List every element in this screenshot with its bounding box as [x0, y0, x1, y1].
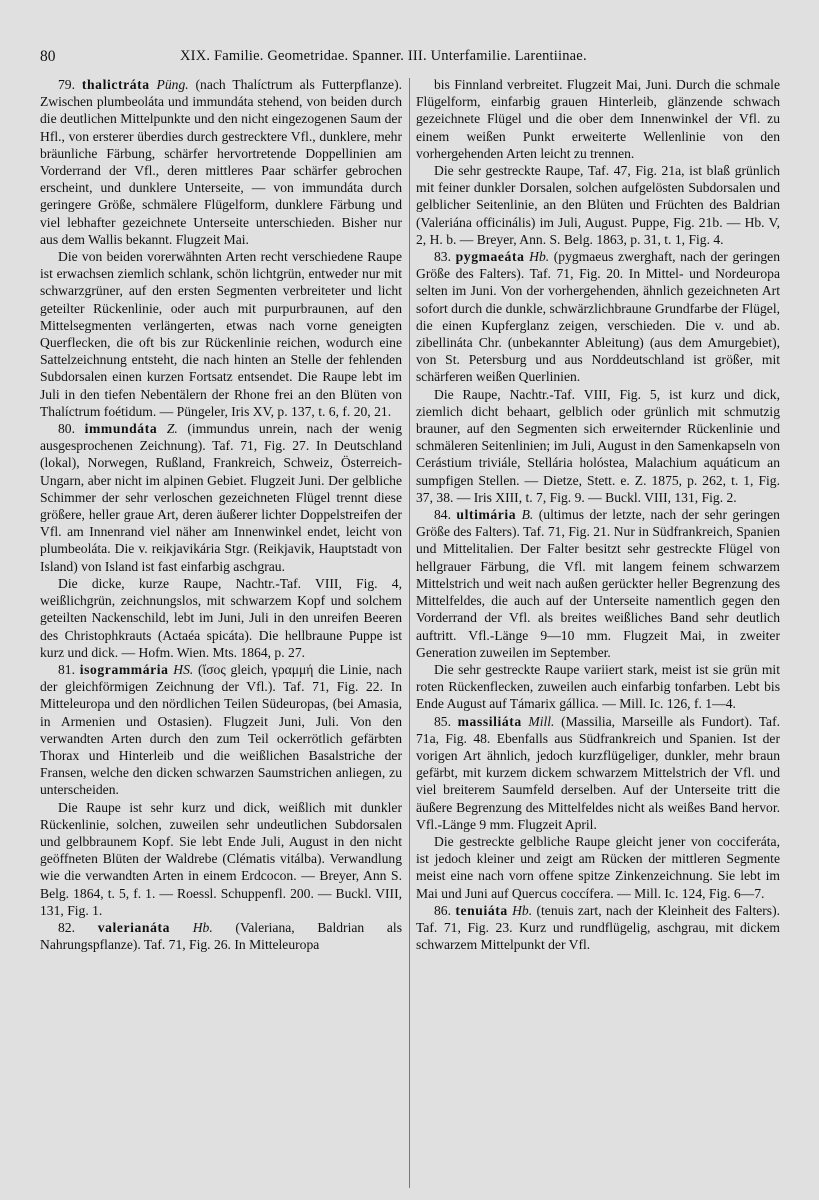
species-name: valerianáta — [97, 919, 170, 935]
entry-text: (ultimus der letzte, nach der sehr geringen Größe des Falters). Taf. 71, Fig. 21. Nur in Südfrankreich, Spanien und Mittelitalien. Der Falter besitzt sehr gestreckte Flügel von hellgrauer Färbung, die Vfl. mit langem feinem schwarzem Mittelstrich und weit nach außen gerückter heller Begrenzung des Mittelfeldes, die auch auf der Unterseite namentlich gegen den Vorderrand der Vfl. als breites weißliches Band sehr deutlich auftritt. Vfl.-Länge 9—10 mm. Flugzeit Mai, in zweiter Generation zuweilen im September. — [416, 507, 780, 660]
entry-text: (ἴσος gleich, γραμμή die Linie, nach der gleichförmigen Zeichnung der Vfl.). Taf. 71, Fig. 22. In Mitteleuropa und den nördlichen Teilen Südeuropas, (bei Amasia, in Armenien und Ostasien). Flugzeit Juni, Juli. Von den verwandten Arten durch den zum Teil ockerrötlich gefärbten Thorax und Hinterleib und die weißlichen Basalstriche der Fransen, welche den dicken schwarzen Saumstrichen anliegen, zu unterscheiden. — [40, 661, 402, 798]
entry-text: Die gestreckte gelbliche Raupe gleicht jener von cocciferáta, ist jedoch kleiner und zeigt am Rücken der mittleren Segmente meist eine nach vorn offene spitze Zinkenzeichnung. Sie lebt im Mai und Juni auf Quercus coccífera. — Mill. Ic. 124, Fig. 6—7. — [416, 833, 780, 901]
entry-text: Die Raupe ist sehr kurz und dick, weißlich mit dunkler Rückenlinie, solchen, zuweilen sehr undeutlichen Subdorsalen und gelbbraunem Kopf. Sie lebt Ende Juli, August in den nicht geöffneten Blüten der Waldrebe (Clématis vitálba). Verwandlung wie die verwandten Arten in einem Erdcocon. — Breyer, Ann S. Belg. 1864, t. 5, f. 1. — Roessl. Schuppenfl. 200. — Buckl. VIII, 131, Fig. 1. — [40, 799, 402, 918]
species-entry — [416, 506, 780, 661]
species-author: Mill. — [528, 713, 555, 729]
entry-text: Die dicke, kurze Raupe, Nachtr.-Taf. VIII, Fig. 4, weißlichgrün, zeichnungslos, mit schwarzem Kopf und solchem geteilten Nackenschild, lebt im Juni, Juli in den unreifen Beeren des Christophkrauts (Actaéa spicáta). Die hellbraune Puppe ist kurz und dick. — Hofm. Wien. Mts. 1864, p. 27. — [40, 575, 402, 660]
text-paragraph — [416, 76, 780, 162]
entry-text: Die sehr gestreckte Raupe variiert stark, meist ist sie grün mit roten Rückenflecken, zuweilen auch einfarbig tonfarben. Lebt bis Ende August auf Támarix gállica. — Mill. Ic. 126, f. 1—4. — [416, 661, 780, 712]
species-name: pygmaeáta — [455, 249, 525, 265]
species-name: isogrammária — [79, 661, 169, 677]
text-paragraph — [416, 162, 780, 248]
entry-text: (Massilia, Marseille als Fundort). Taf. 71a, Fig. 48. Ebenfalls aus Südfrankreich und Spanien. Ist der vorigen Art ähnlich, jedoch kurzflügeliger, dunkler, mehr braun gefärbt, mit kurzem dickem schwarzem Mittelstrich der Vfl. und viel breiterem Saumfeld derselben. Auf der Unterseite tritt die äußere Begrenzung des Mittelfeldes nicht als weißes Band hervor. Vfl.-Länge 9 mm. Flugzeit April. — [416, 713, 781, 832]
entry-number: 80. — [58, 421, 75, 437]
entry-text: Die von beiden vorerwähnten Arten recht verschiedene Raupe ist erwachsen ziemlich schlank, schön lichtgrün, entweder nur mit schwarzgrüner, auf den ersten Segmenten verbreiteter und licht geteilter Rückenlinie, oder auch mit purpurbraunen, auf den Mittelsegmenten verlängerten, etwas nach vorne geneigten Querflecken, die oft bis zur Rückenlinie reichen, wodurch eine Sattelzeichnung entsteht, die nach hinten an Stelle der fehlenden Subdorsalen einen kurzen Fortsatz entsendet. Die Raupe lebt im Juli in den tiefen Nebentälern der Rhone frei an den Blüten von Thalíctrum foétidum. — Püngeler, Iris XV, p. 137, t. 6, f. 20, 21. — [40, 249, 402, 419]
entry-text: Die sehr gestreckte Raupe, Taf. 47, Fig. 21a, ist blaß grünlich mit feiner dunkler Dorsalen, solchen aufgelösten Subdorsalen und gelblicher Seitenlinie, an den Blüten und Früchten des Baldrian (Valeriána officinális) im Juli, August. Puppe, Fig. 21b. — Hb. V, 2, H. b. — Breyer, Ann. S. Belg. 1863, p. 31, t. 1, Fig. 4. — [416, 163, 780, 247]
species-name: thalictráta — [81, 77, 150, 92]
text-paragraph — [416, 661, 780, 713]
entry-text: (nach Thalíctrum als Futterpflanze). Zwischen plumbeoláta und immundáta stehend, von beiden durch die deutlichen Mittelpunkte und den nicht eingezogenen Saum der Hfl., von ersterer überdies durch gestrecktere Vfl., dunklere, mehr bräunliche Färbung, schärfer hervortretende Doppellinien am Vorderrand der Vfl., deren mittleres Paar schärfer gebrochen erscheint, und dunklere Unterseite, — von immundáta durch geringere Größe, schmälere Flügelform, dunklere Färbung und viel lebhafter gezeichnete Unterseite unterschieden. Bisher nur aus dem Wallis bekannt. Flugzeit Mai. — [40, 77, 403, 247]
species-author: Hb. — [192, 919, 213, 935]
entry-text: (immundus unrein, nach der wenig ausgesprochenen Zeichnung). Taf. 71, Fig. 27. In Deutschland (lokal), Norwegen, Rußland, Frankreich, Schweiz, Österreich-Ungarn, aber nicht im alpinen Gebiet. Flugzeit Juni. Der gelbliche Schimmer der sehr verloschen gezeichneten Flügel trennt diese größere, heller graue Art, deren äußerer lichter Doppelstreifen der Vfl. am Innenrand viel näher am Innenwinkel endet, leicht von plumbeoláta. Die v. reikjavikária Stgr. (Reikjavik, Hauptstadt von Island) von Island ist fast einfarbig aschgrau. — [40, 421, 403, 574]
entry-text: bis Finnland verbreitet. Flugzeit Mai, Juni. Durch die schmale Flügelform, einfarbig grauen Hinterleib, glänzende schwach gezeichnete Flügel und die ober dem Innenwinkel der Vfl. zu einem weißen Punkt erweiterte Wellenlinie von den vorhergehenden Arten leicht zu trennen. — [416, 77, 780, 161]
entry-number: 82. — [58, 919, 75, 935]
species-author: B. — [521, 507, 534, 523]
entry-text: Die Raupe, Nachtr.-Taf. VIII, Fig. 5, ist kurz und dick, ziemlich dicht behaart, gelblich oder grünlich mit schmutzig brauner, auf den Segmenten sich erweiternder Rückenlinie und schmäleren Seitenlinien; im Juli, August in den Samenkapseln von Cerástium triviále, Stellária holóstea, Malachium aquáticum an sumpfigen Stellen. — Dietze, Stett. e. Z. 1875, p. 262, t. 1, Fig. 37, 38. — Iris XIII, t. 7, Fig. 9. — Buckl. VIII, 131, Fig. 2. — [416, 386, 780, 505]
entry-number: 85. — [434, 713, 451, 729]
entry-text: (pygmaeus zwerghaft, nach der geringen Größe des Falters). Taf. 71, Fig. 20. In Mittel- und Nordeuropa selten im Juni. Von der vorhergehenden, ähnlich gezeichneten Art sofort durch die dunkle, schwärzlichbraune Grundfarbe der Flügel, die einen Kupferglanz zeigen, verschieden. Die v. und ab. zibellináta Chr. (unbekannter Ableitung) (aus dem Amurgebiet), von St. Petersburg und aus Norddeutschland ist größer, mit schärferen weißen Querlinien. — [416, 249, 781, 385]
entry-text: (tenuis zart, nach der Kleinheit des Falters). Taf. 71, Fig. 23. Kurz und rundflügelig, aschgrau, mit dickem schwarzem Mittelpunkt der Vfl. — [416, 902, 780, 953]
species-name: ultimária — [456, 507, 517, 523]
entry-number: 84. — [434, 507, 451, 523]
species-author: HS. — [173, 661, 194, 677]
species-entry — [40, 661, 402, 799]
species-entry — [416, 902, 780, 954]
species-entry — [40, 420, 402, 575]
species-author: Hb. — [529, 249, 550, 265]
page-number: 80 — [40, 48, 56, 65]
species-entry — [40, 76, 402, 248]
right-column — [416, 76, 780, 953]
species-author: Z. — [166, 421, 178, 437]
text-paragraph — [40, 799, 402, 919]
species-entry — [416, 248, 780, 386]
page-header — [40, 46, 780, 68]
entry-number: 81. — [58, 661, 75, 677]
species-author: Püng. — [156, 77, 189, 92]
running-title: XIX. Familie. Geometridae. Spanner. III. Unterfamilie. Larentiinae. — [180, 48, 587, 64]
entry-number: 79. — [58, 77, 75, 92]
text-paragraph — [40, 248, 402, 420]
species-entry — [40, 919, 402, 953]
text-paragraph — [416, 386, 780, 506]
species-name: tenuiáta — [455, 902, 508, 918]
species-name: massiliáta — [457, 713, 522, 729]
entry-number: 86. — [434, 902, 451, 918]
entry-number: 83. — [434, 249, 451, 265]
species-name: immundáta — [84, 421, 158, 437]
column-divider — [409, 78, 410, 1188]
species-entry — [416, 713, 780, 833]
text-paragraph — [416, 833, 780, 902]
entry-text: (Valeriana, Baldrian als Nahrungspflanze). Taf. 71, Fig. 26. In Mitteleuropa — [40, 919, 402, 953]
left-column — [40, 76, 402, 953]
text-paragraph — [40, 575, 402, 661]
species-author: Hb. — [512, 902, 533, 918]
